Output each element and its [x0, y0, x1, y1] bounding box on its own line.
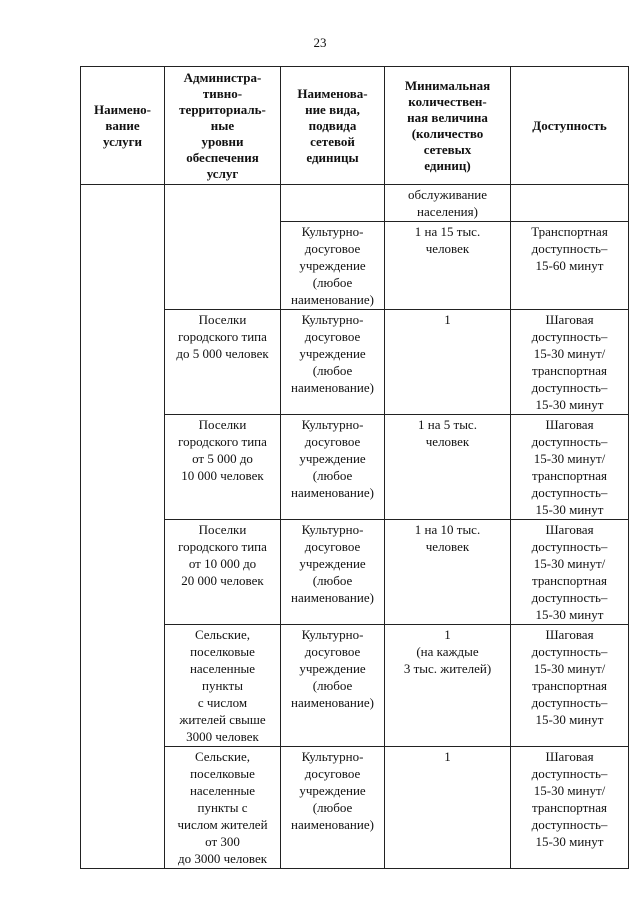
cell-accessibility: Шаговая доступность– 15-30 минут/ транспортная доступность– 15-30 минут: [511, 747, 629, 869]
cell-unit-type: Культурно- досуговое учреждение (любое наименование): [281, 625, 385, 747]
cell-unit-type: Культурно- досуговое учреждение (любое наименование): [281, 222, 385, 310]
cell-min-quantity: 1: [385, 310, 511, 415]
cell-unit-type: Культурно- досуговое учреждение (любое наименование): [281, 520, 385, 625]
cell-unit-type: Культурно- досуговое учреждение (любое наименование): [281, 747, 385, 869]
header-min-quantity: Минимальная количествен- ная величина (количество сетевых единиц): [385, 67, 511, 185]
cell-accessibility: Шаговая доступность– 15-30 минут/ транспортная доступность– 15-30 минут: [511, 415, 629, 520]
cell-min-quantity: 1 на 10 тыс. человек: [385, 520, 511, 625]
cell-admin-level: Поселки городского типа от 10 000 до 20 000 человек: [165, 520, 281, 625]
cell-unit-type: Культурно- досуговое учреждение (любое наименование): [281, 310, 385, 415]
cell-unit-type: Культурно- досуговое учреждение (любое наименование): [281, 415, 385, 520]
cell-accessibility: [511, 185, 629, 222]
cell-accessibility: Шаговая доступность– 15-30 минут/ транспортная доступность– 15-30 минут: [511, 520, 629, 625]
cell-min-quantity: 1: [385, 747, 511, 869]
cell-admin-level: Поселки городского типа от 5 000 до 10 000 человек: [165, 415, 281, 520]
cell-min-quantity: 1 на 5 тыс. человек: [385, 415, 511, 520]
table-header-row: [81, 67, 629, 185]
table-row: [81, 185, 629, 222]
cell-admin-level: [165, 185, 281, 310]
cell-min-quantity: 1 (на каждые 3 тыс. жителей): [385, 625, 511, 747]
cell-service-name: [81, 185, 165, 869]
header-admin-level: Администра- тивно- территориаль- ные уровни обеспечения услуг: [165, 67, 281, 185]
cell-unit-type: [281, 185, 385, 222]
page-number: 23: [313, 35, 327, 50]
cell-admin-level: Поселки городского типа до 5 000 человек: [165, 310, 281, 415]
cell-admin-level: Сельские, поселковые населенные пункты с числом жителей от 300 до 3000 человек: [165, 747, 281, 869]
cell-accessibility: Транспортная доступность– 15-60 минут: [511, 222, 629, 310]
cell-accessibility: Шаговая доступность– 15-30 минут/ транспортная доступность– 15-30 минут: [511, 625, 629, 747]
header-accessibility: Доступность: [511, 67, 629, 185]
cell-min-quantity: обслуживание населения): [385, 185, 511, 222]
services-table: [80, 66, 629, 869]
cell-min-quantity: 1 на 15 тыс. человек: [385, 222, 511, 310]
header-unit-type: Наименова- ние вида, подвида сетевой единицы: [281, 67, 385, 185]
cell-accessibility: Шаговая доступность– 15-30 минут/ транспортная доступность– 15-30 минут: [511, 310, 629, 415]
header-service-name: Наимено- вание услуги: [81, 67, 165, 185]
cell-admin-level: Сельские, поселковые населенные пункты с числом жителей свыше 3000 человек: [165, 625, 281, 747]
